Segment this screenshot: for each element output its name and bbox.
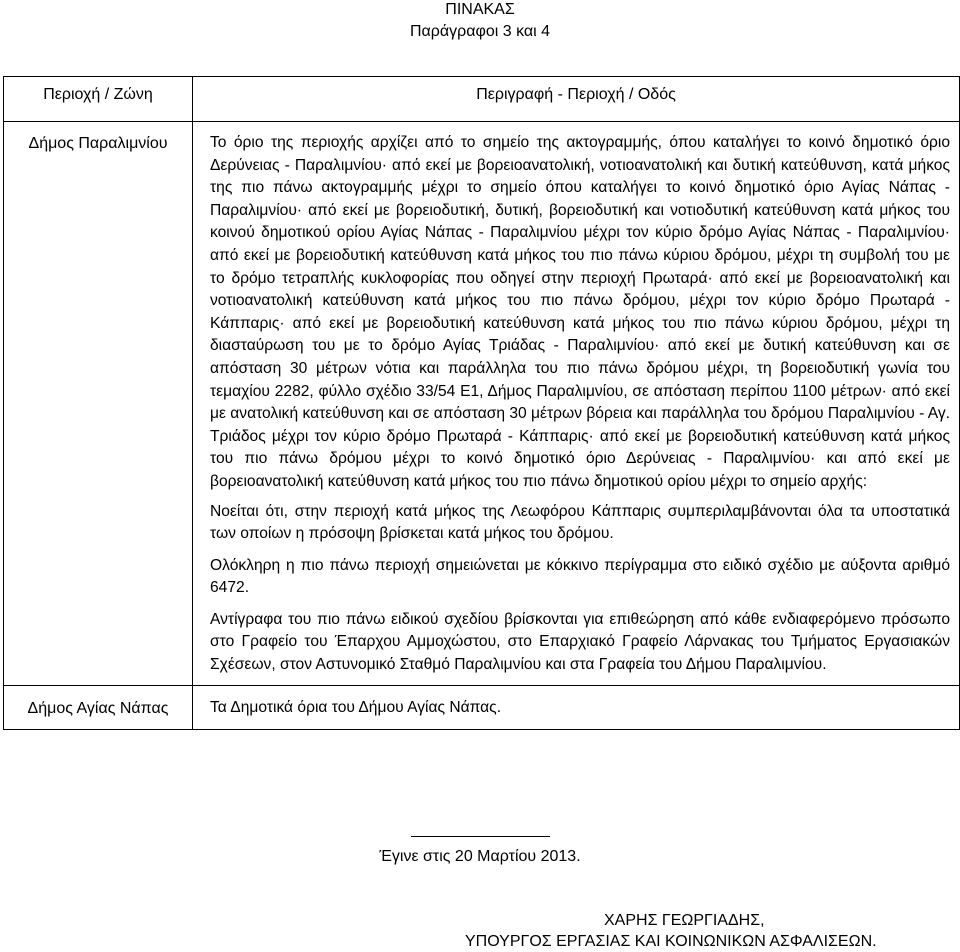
description-paragraph: Αντίγραφα του πιο πάνω ειδικού σχεδίου βρίσκονται για επιθεώρηση από κάθε ενδιαφερόμενο πρόσωπο στο Γραφείο του Έπαρχου Αμμοχώστου, στο Επαρχιακό Γραφείο Λάρνακας του Τμήματος Εργασιακών Σχέσεων, στον Αστυνομικό Σταθμό Παραλιμνίου και στα Γραφεία του Δήμου Παραλιμνίου. [210,610,950,674]
table-row [4,122,960,686]
document-title: ΠΙΝΑΚΑΣ [445,1,515,18]
description-cell [193,685,960,730]
issue-date: Έγινε στις 20 Μαρτίου 2013. [379,848,581,865]
description-paragraph: Το όριο της περιοχής αρχίζει από το σημείο της ακτογραμμής, όπου καταλήγει το κοινό δημοτικό όριο Δερύνειας - Παραλιμνίου· από εκεί με βορειοανατολική, νοτιοανατολική και δυτική κατεύθυνση, κατά μήκος της πιο πάνω ακτογραμμής μέχρι το σημείο όπου καταλήγει το κοινό δημοτικό όριο Αγίας Νάπας - Παραλιμνίου· από εκεί με βορειοδυτική, δυτική, βορειοδυτική και νοτιοδυτική κατεύθυνση κατά μήκος του κοινού δημοτικού ορίου Αγίας Νάπας - Παραλιμνίου μέχρι τον κύριο δρόμο Αγίας Νάπας - Παραλιμνίου· από εκεί με βορειοδυτική κατεύθυνση κατά μήκος του πιο πάνω κύριου δρόμου, μέχρι τη συμβολή του με το δρόμο τετραπλής κυκλοφορίας που οδηγεί στην περιοχή Πρωταρά· από εκεί με βορειοανατολική και νοτιοανατολική κατεύθυνση κατά μήκος του πιο πάνω δρόμου, μέχρι τον κύριο δρόμο Πρωταρά - Κάππαρις· από εκεί με βορειοδυτική κατεύθυνση κατά μήκος του πιο πάνω κύριου δρόμου, μέχρι τη διασταύρωση του με το δρόμο Αγίας Τριάδας - Παραλιμνίου· από εκεί με δυτική κατεύθυνση και σε απόσταση 30 μέτρων νότια και παράλληλα του πιο πάνω δρόμου μέχρι, τη βορειοδυτική γωνία του τεμαχίου 2282, φύλλο σχέδιο 33/54 Ε1, Δήμος Παραλιμνίου, σε απόσταση περίπου 1100 μέτρων· από εκεί με ανατολική κατεύθυνση και σε απόσταση 30 μέτρων βόρεια και παράλληλα του δρόμου Παραλιμνίου - Αγ. Τριάδος μέχρι τον κύριο δρόμο Πρωταρά - Κάππαρις· από εκεί με βορειοδυτική κατεύθυνση κατά μήκος του πιο πάνω δρόμου μέχρι το κοινό δημοτικό όριο Δερύνειας - Παραλιμνίου· και από εκεί με βορειοανατολική κατεύθυνση κατά μήκος του πιο πάνω δημοτικού ορίου μέχρι το σημείο αρχής: [210,134,950,490]
header-description-label: Περιγραφή - Περιοχή / Οδός [476,86,676,103]
separator-line [411,836,550,837]
description-cell [193,122,960,686]
signatory-title: ΥΠΟΥΡΓΟΣ ΕΡΓΑΣΙΑΣ ΚΑΙ ΚΟΙΝΩΝΙΚΩΝ ΑΣΦΑΛΙΣΕΩΝ. [465,933,877,950]
area-cell: Δήμος Παραλιμνίου [4,122,193,686]
description-paragraph: Ολόκληρη η πιο πάνω περιοχή σημειώνεται με κόκκινο περίγραμμα στο ειδικό σχέδιο με αύξοντα αριθμό 6472. [210,556,950,597]
header-area-label: Περιοχή / Ζώνη [43,86,153,103]
description-paragraph: Νοείται ότι, στην περιοχή κατά μήκος της Λεωφόρου Κάππαρις συμπεριλαμβάνονται όλα τα υποστατικά των οποίων η πρόσοψη βρίσκεται κατά μήκος του δρόμου. [210,502,950,543]
document-subtitle: Παράγραφοι 3 και 4 [409,23,551,40]
zones-table [3,76,960,730]
area-cell: Δήμος Αγίας Νάπας [4,685,193,730]
table-header-row [4,77,960,122]
signatory-name: ΧΑΡΗΣ ΓΕΩΡΓΙΑΔΗΣ, [604,912,765,929]
header-description [193,77,960,122]
description-paragraph: Τα Δημοτικά όρια του Δήμου Αγίας Νάπας. [210,698,502,716]
header-area [4,77,193,122]
table-row [4,685,960,730]
